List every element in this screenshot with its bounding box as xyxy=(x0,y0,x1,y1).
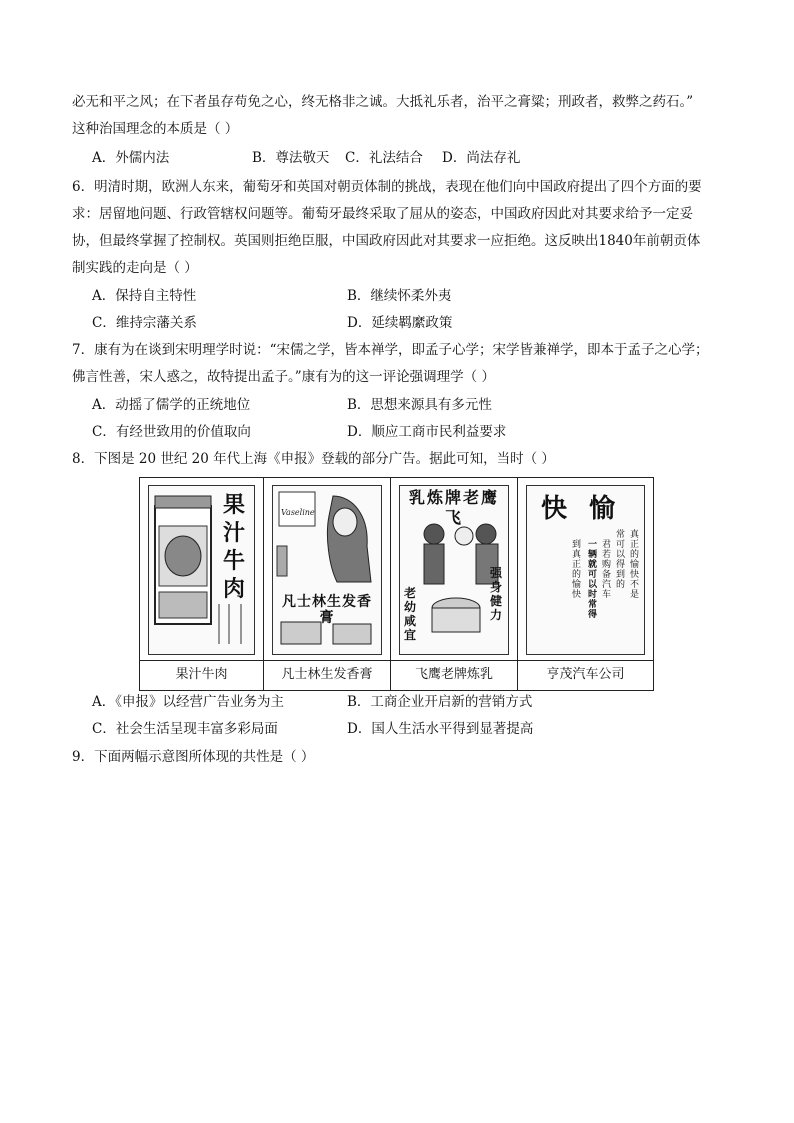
ad-caption-eagle-milk: 飞鹰老牌炼乳 xyxy=(414,667,493,682)
ad1-headline-char-3: 牛 xyxy=(223,548,246,574)
ad4-column-2: 常可以得到的 xyxy=(616,530,626,590)
q7-option-c: C．有经世致用的价值取向 xyxy=(92,424,251,440)
ad-image-hengmao-auto xyxy=(526,485,645,655)
ad-image-eagle-milk xyxy=(399,485,509,655)
q6-option-b: B．继续怀柔外夷 xyxy=(347,288,452,304)
q5-option-c: C．礼法结合 xyxy=(345,150,423,166)
vaseline-brand-text: Vaseline xyxy=(281,508,315,517)
ad4-headline-char-1: 愉 xyxy=(589,494,616,524)
q6-line4: 制实践的走向是（ ） xyxy=(72,260,198,276)
ad3-char-6: 飞 xyxy=(444,508,463,527)
ad4-column-1: 真正的愉快不是 xyxy=(630,530,640,600)
q8-option-c: C．社会生活呈现丰富多彩局面 xyxy=(92,721,278,737)
q8-option-d: D．国人生活水平得到显著提高 xyxy=(347,721,534,737)
ad3-slogan-right: 强身健力 xyxy=(490,566,503,622)
q8-option-b: B．工商企业开启新的营销方式 xyxy=(347,694,533,710)
ad3-headline xyxy=(400,488,508,528)
ad4-column-4: 一辆就可以时常得 xyxy=(588,540,598,620)
q7-option-a: A．动摇了儒学的正统地位 xyxy=(92,397,251,413)
ad1-headline-char-4: 肉 xyxy=(223,576,246,602)
q8-option-a: A．《申报》以经营广告业务为主 xyxy=(92,694,284,710)
q7-option-b: B．思想来源具有多元性 xyxy=(347,397,492,413)
ad4-headline-char-2: 快 xyxy=(541,494,568,524)
q9-line: 9．下面两幅示意图所体现的共性是（ ） xyxy=(72,749,315,765)
ad-cell-vaseline xyxy=(264,478,391,690)
q6-option-d: D．延续羁縻政策 xyxy=(347,315,453,331)
ad-image-fruit-beef xyxy=(148,485,255,655)
q7-line2: 佛言性善，宋人惑之，故特提出孟子。”康有为的这一评论强调理学（ ） xyxy=(72,369,495,385)
q6-line2: 求：居留地问题、行政管辖权问题等。葡萄牙最终采取了屈从的姿态，中国政府因此对其要求给予一定妥 xyxy=(72,206,693,222)
q5-text-line1: 必无和平之风；在下者虽存苟免之心，终无格非之诚。大抵礼乐者，治平之膏粱；刑政者，救弊之药石。” xyxy=(72,94,694,110)
ad4-column-3: 君若购备汽车 xyxy=(602,540,612,600)
ad-cell-eagle-milk xyxy=(391,478,518,690)
ad-cell-fruit-beef xyxy=(140,478,264,690)
ad3-char-4: 老 xyxy=(463,488,482,507)
ad3-slogan-left: 老幼咸宜 xyxy=(404,586,417,642)
q5-text-line2: 这种治国理念的本质是（ ） xyxy=(72,121,239,137)
ad3-char-3: 牌 xyxy=(444,488,463,507)
q6-line3: 协，但最终掌握了控制权。英国则拒绝臣服，中国政府因此对其要求一应拒绝。这反映出1840年前朝贡体 xyxy=(72,233,701,249)
ad3-char-1: 乳 xyxy=(408,488,427,507)
ad1-headline-char-2: 汁 xyxy=(223,520,246,546)
q5-option-a: A．外儒内法 xyxy=(92,150,170,166)
q6-option-c: C．维持宗藩关系 xyxy=(92,315,197,331)
advertisement-table xyxy=(139,477,654,691)
ad-cell-hengmao-auto xyxy=(518,478,653,690)
ad2-headline: 凡士林生发香膏 xyxy=(282,594,372,626)
ad-image-vaseline xyxy=(272,485,382,655)
ad3-char-5: 鹰 xyxy=(481,488,500,507)
q7-option-d: D．顺应工商市民利益要求 xyxy=(347,424,507,440)
ad4-column-5: 到真正的愉快 xyxy=(572,540,582,600)
q8-line: 8．下图是 20 世纪 20 年代上海《申报》登载的部分广告。据此可知，当时（ ） xyxy=(72,451,555,467)
ad-caption-fruit-beef: 果汁牛肉 xyxy=(175,667,228,682)
q7-line1: 7．康有为在谈到宋明理学时说：“宋儒之学，皆本禅学，即孟子心学；宋学皆兼禅学，即本于孟子之心学； xyxy=(72,342,709,358)
ad-caption-vaseline: 凡士林生发香膏 xyxy=(281,667,373,682)
ad3-char-2: 炼 xyxy=(426,488,445,507)
q5-option-b: B．尊法敬天 xyxy=(252,150,330,166)
ad1-headline-char-1: 果 xyxy=(223,492,246,518)
q6-option-a: A．保持自主特性 xyxy=(92,288,197,304)
q5-option-d: D．尚法存礼 xyxy=(442,150,521,166)
q6-line1: 6．明清时期，欧洲人东来，葡萄牙和英国对朝贡体制的挑战，表现在他们向中国政府提出了四个方面的要 xyxy=(72,179,702,195)
ad-caption-hengmao-auto: 亨茂汽车公司 xyxy=(546,667,625,682)
